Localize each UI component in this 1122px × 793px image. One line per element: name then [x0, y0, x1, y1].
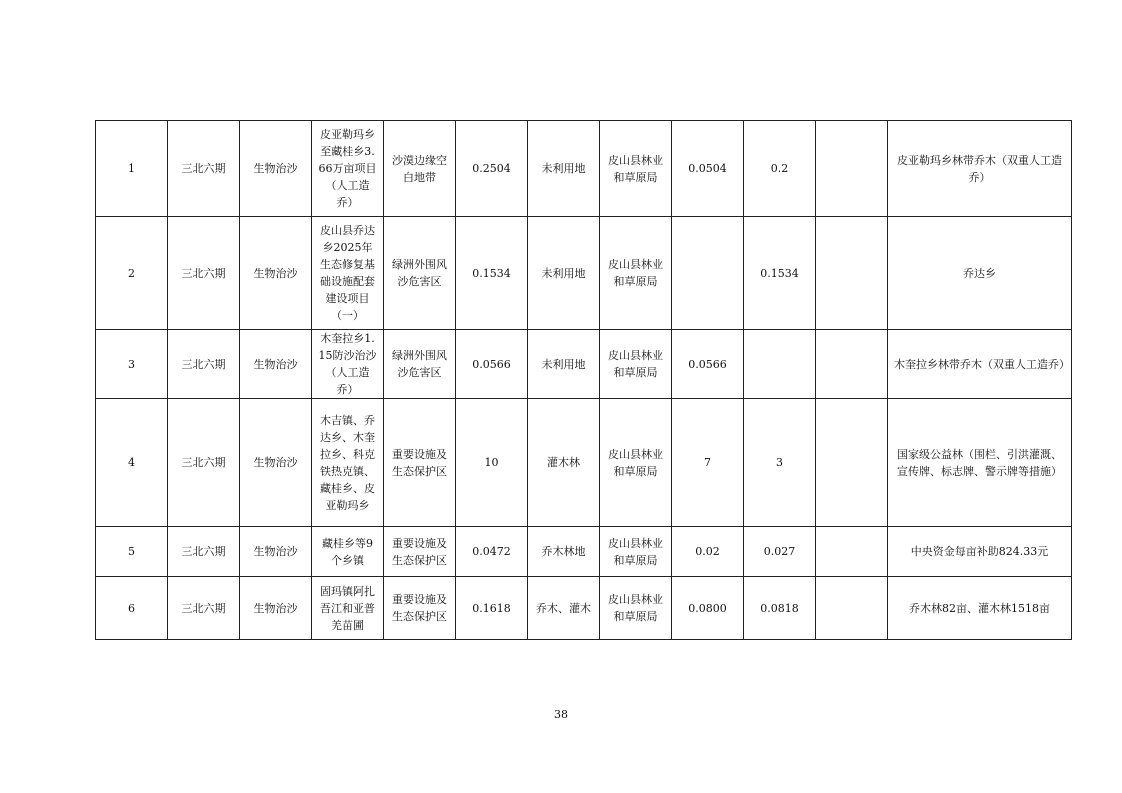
value-1-cell: 0.02	[672, 527, 744, 577]
land-type-cell: 未利用地	[528, 217, 600, 330]
project-name-cell: 皮亚勒玛乡至藏桂乡3.66万亩项目（人工造乔）	[312, 121, 384, 217]
zone-cell: 沙漠边缘空白地带	[384, 121, 456, 217]
value-2-cell: 0.1534	[744, 217, 816, 330]
batch-cell: 三北六期	[168, 527, 240, 577]
value-2-cell: 3	[744, 399, 816, 527]
area-cell: 0.1618	[456, 577, 528, 640]
batch-cell: 三北六期	[168, 577, 240, 640]
page-number: 38	[554, 708, 568, 721]
project-name-cell: 固玛镇阿扎吾江和亚普羌苗圃	[312, 577, 384, 640]
table-row	[96, 527, 1072, 577]
project-table	[95, 120, 1072, 640]
table-row	[96, 330, 1072, 399]
remark-cell: 皮亚勒玛乡林带乔木（双重人工造乔）	[888, 121, 1072, 217]
value-3-cell	[816, 217, 888, 330]
area-cell: 10	[456, 399, 528, 527]
row-number: 4	[96, 399, 168, 527]
row-number: 2	[96, 217, 168, 330]
project-name-cell: 木奎拉乡1.15防沙治沙（人工造乔）	[312, 330, 384, 399]
value-3-cell	[816, 399, 888, 527]
zone-cell: 绿洲外围风沙危害区	[384, 330, 456, 399]
value-3-cell	[816, 121, 888, 217]
unit-cell: 皮山县林业和草原局	[600, 121, 672, 217]
row-number: 6	[96, 577, 168, 640]
row-number: 5	[96, 527, 168, 577]
unit-cell: 皮山县林业和草原局	[600, 399, 672, 527]
value-1-cell: 7	[672, 399, 744, 527]
remark-cell: 乔达乡	[888, 217, 1072, 330]
value-3-cell	[816, 330, 888, 399]
value-1-cell: 0.0504	[672, 121, 744, 217]
category-cell: 生物治沙	[240, 121, 312, 217]
zone-cell: 重要设施及生态保护区	[384, 577, 456, 640]
unit-cell: 皮山县林业和草原局	[600, 577, 672, 640]
value-1-cell: 0.0800	[672, 577, 744, 640]
remark-cell: 木奎拉乡林带乔木（双重人工造乔）	[888, 330, 1072, 399]
table-row	[96, 399, 1072, 527]
value-2-cell: 0.0818	[744, 577, 816, 640]
category-cell: 生物治沙	[240, 330, 312, 399]
value-1-cell	[672, 217, 744, 330]
batch-cell: 三北六期	[168, 399, 240, 527]
project-name-cell: 藏桂乡等9个乡镇	[312, 527, 384, 577]
unit-cell: 皮山县林业和草原局	[600, 330, 672, 399]
zone-cell: 绿洲外围风沙危害区	[384, 217, 456, 330]
value-3-cell	[816, 527, 888, 577]
row-number: 1	[96, 121, 168, 217]
land-type-cell: 乔木林地	[528, 527, 600, 577]
zone-cell: 重要设施及生态保护区	[384, 527, 456, 577]
value-1-cell: 0.0566	[672, 330, 744, 399]
table-row	[96, 577, 1072, 640]
land-type-cell: 乔木、灌木	[528, 577, 600, 640]
value-3-cell	[816, 577, 888, 640]
land-type-cell: 未利用地	[528, 330, 600, 399]
table-body	[96, 121, 1072, 640]
land-type-cell: 灌木林	[528, 399, 600, 527]
value-2-cell: 0.2	[744, 121, 816, 217]
category-cell: 生物治沙	[240, 399, 312, 527]
batch-cell: 三北六期	[168, 217, 240, 330]
land-type-cell: 未利用地	[528, 121, 600, 217]
remark-cell: 国家级公益林（围栏、引洪灌溉、宣传牌、标志牌、警示牌等措施）	[888, 399, 1072, 527]
remark-cell: 中央资金每亩补助824.33元	[888, 527, 1072, 577]
area-cell: 0.2504	[456, 121, 528, 217]
zone-cell: 重要设施及生态保护区	[384, 399, 456, 527]
table-row	[96, 217, 1072, 330]
remark-cell: 乔木林82亩、灌木林1518亩	[888, 577, 1072, 640]
category-cell: 生物治沙	[240, 577, 312, 640]
area-cell: 0.0472	[456, 527, 528, 577]
value-2-cell	[744, 330, 816, 399]
project-name-cell: 皮山县乔达乡2025年生态修复基础设施配套建设项目（一）	[312, 217, 384, 330]
area-cell: 0.1534	[456, 217, 528, 330]
category-cell: 生物治沙	[240, 527, 312, 577]
unit-cell: 皮山县林业和草原局	[600, 217, 672, 330]
batch-cell: 三北六期	[168, 121, 240, 217]
value-2-cell: 0.027	[744, 527, 816, 577]
unit-cell: 皮山县林业和草原局	[600, 527, 672, 577]
project-name-cell: 木吉镇、乔达乡、木奎拉乡、科克铁热克镇、藏桂乡、皮亚勒玛乡	[312, 399, 384, 527]
row-number: 3	[96, 330, 168, 399]
category-cell: 生物治沙	[240, 217, 312, 330]
batch-cell: 三北六期	[168, 330, 240, 399]
area-cell: 0.0566	[456, 330, 528, 399]
table-row	[96, 121, 1072, 217]
